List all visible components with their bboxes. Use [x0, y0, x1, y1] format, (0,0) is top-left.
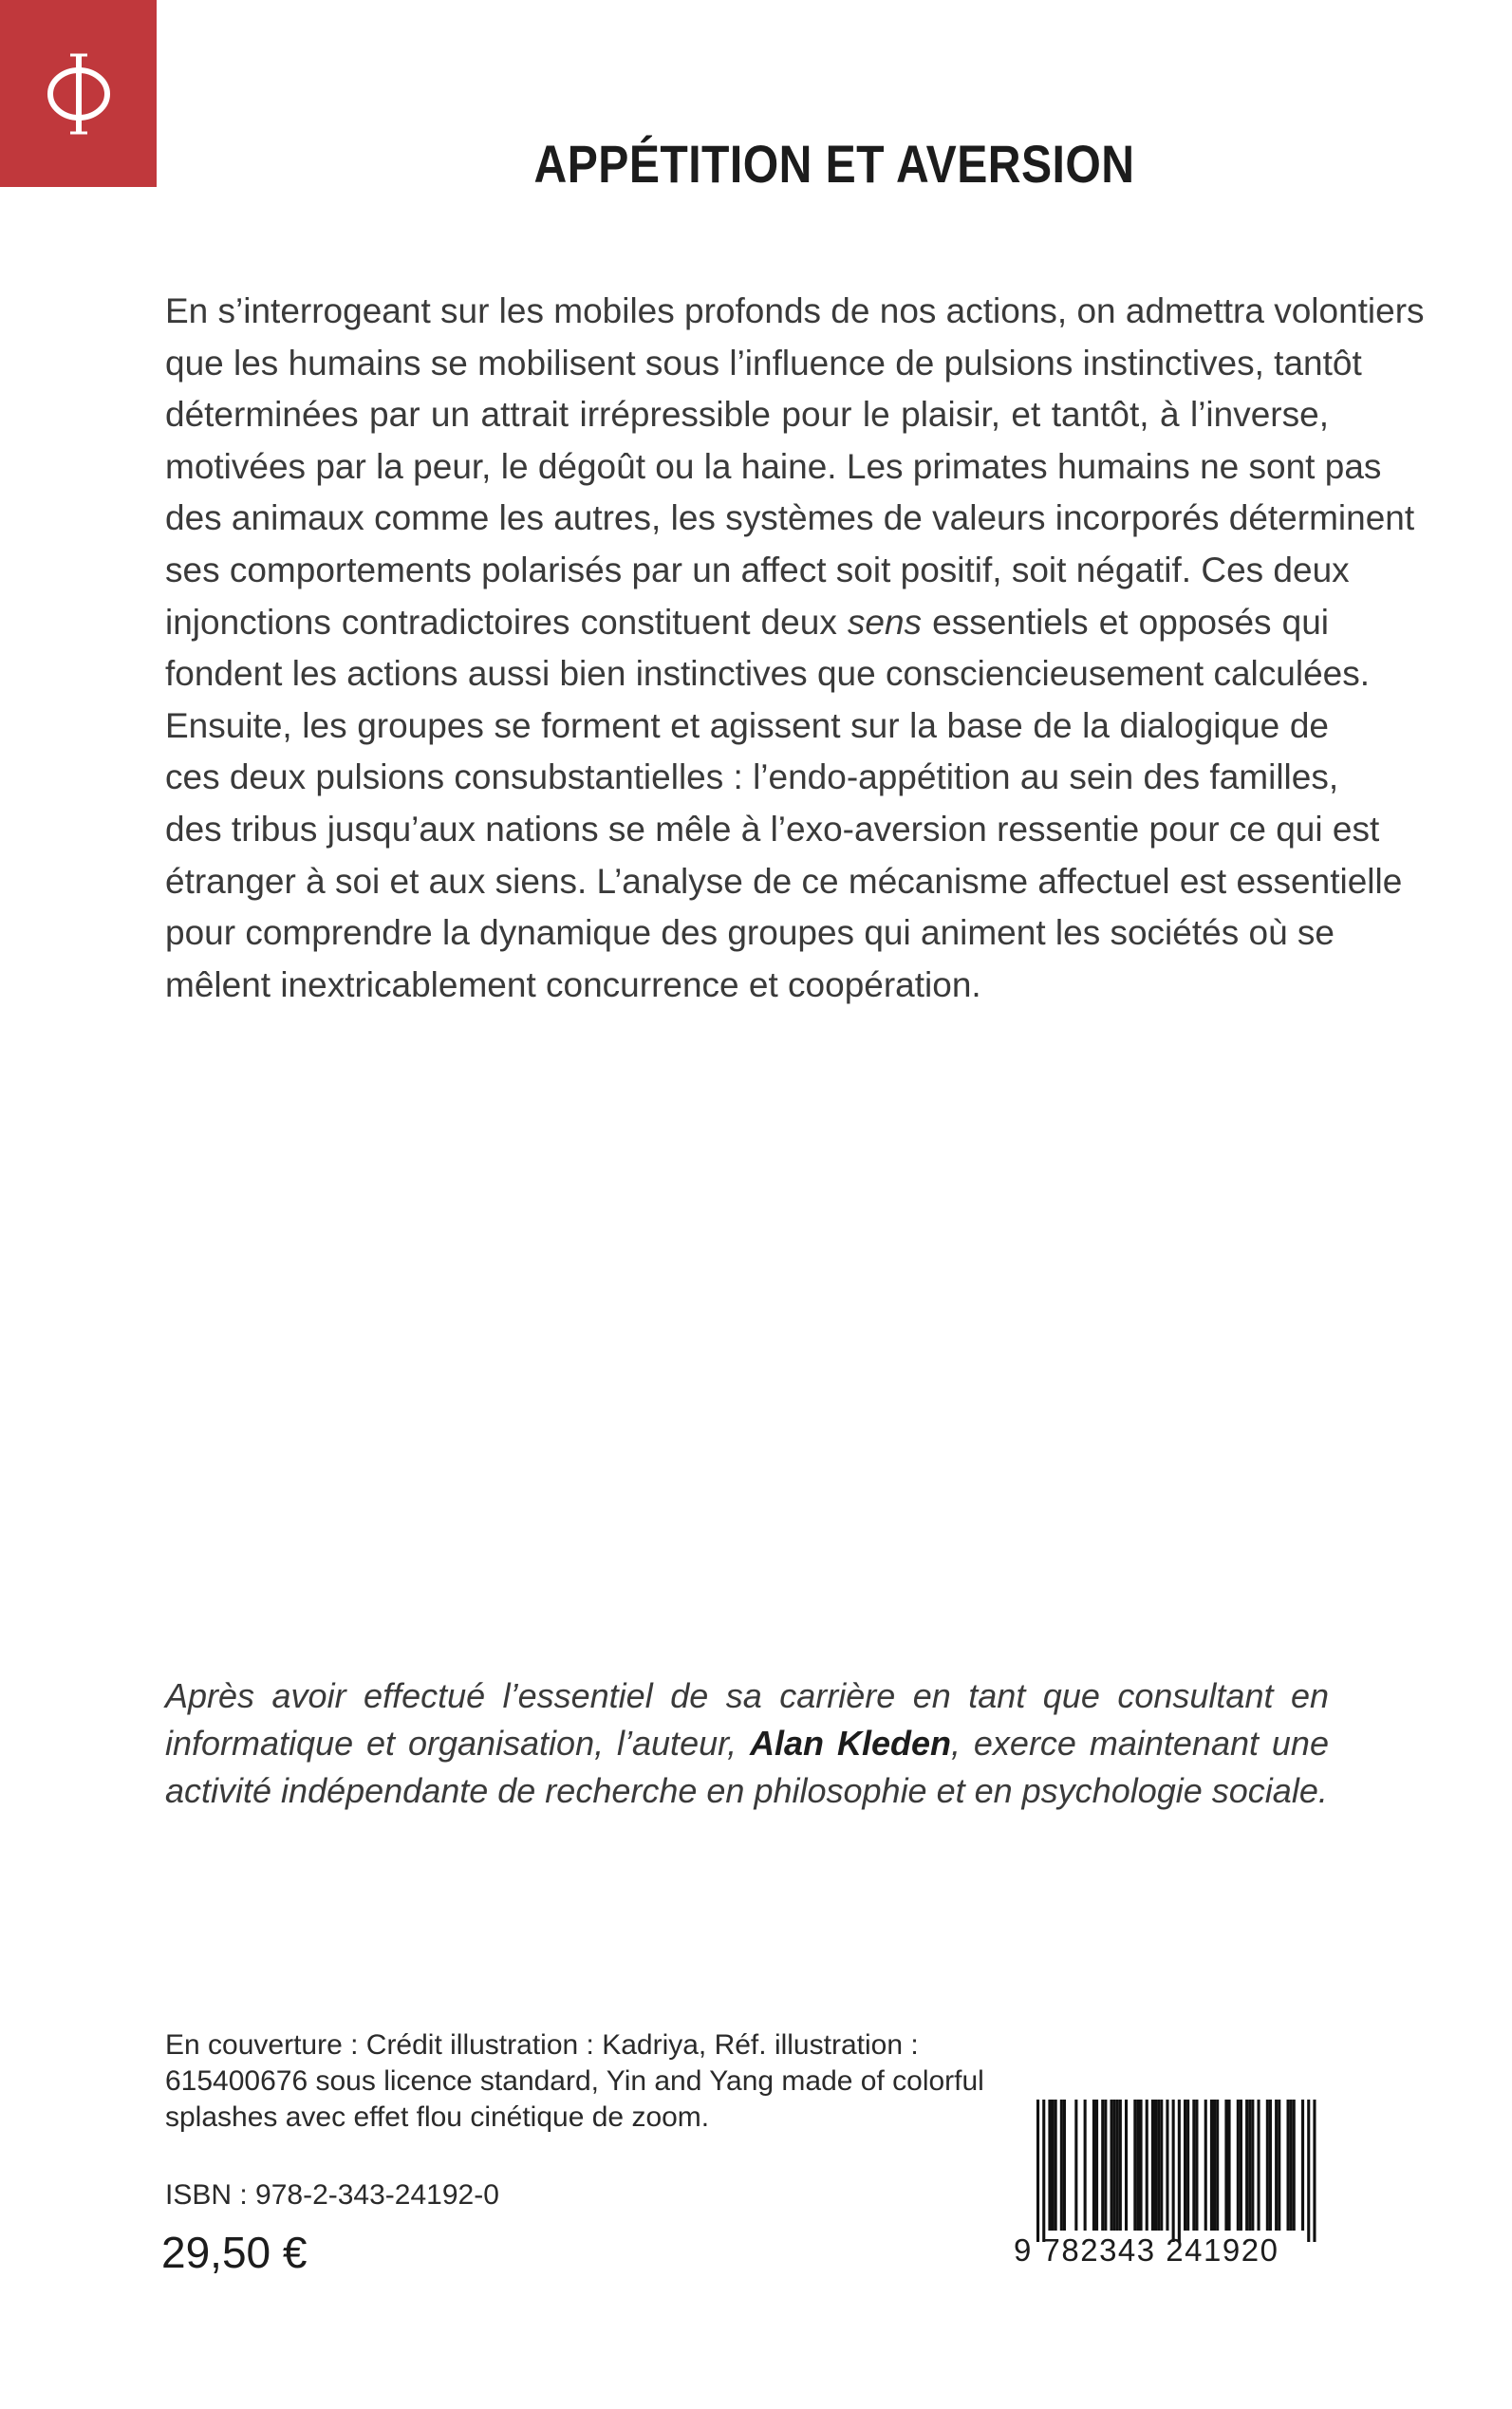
summary-text: injonctions contradictoires constituent deux	[165, 602, 848, 642]
book-summary	[165, 286, 1425, 1011]
barcode-bar	[1172, 2100, 1175, 2242]
barcode-bar	[1266, 2100, 1269, 2231]
barcode-bar	[1160, 2100, 1163, 2231]
barcode-bar	[1060, 2100, 1063, 2231]
barcode-bar	[1157, 2100, 1160, 2231]
barcode-bar	[1113, 2100, 1116, 2231]
barcode-bar	[1055, 2100, 1057, 2231]
barcode-bar	[1269, 2100, 1272, 2231]
barcode-bar	[1151, 2100, 1154, 2231]
summary-line: mêlent inextricablement concurrence et coopération.	[165, 964, 981, 1004]
barcode-bar	[1192, 2100, 1195, 2231]
publisher-logo	[0, 0, 157, 187]
barcode-bar	[1307, 2100, 1310, 2242]
barcode-bar	[1204, 2100, 1207, 2231]
barcode-bar	[1101, 2100, 1104, 2231]
summary-line: ses comportements polarisés par un affect soit positif, soit négatif. Ces deux	[165, 550, 1350, 589]
barcode-bar	[1116, 2100, 1119, 2231]
credit-line: splashes avec effet flou cinétique de zoom.	[165, 2101, 710, 2133]
barcode-bar	[1092, 2100, 1095, 2231]
barcode-bar	[1245, 2100, 1248, 2231]
barcode-bar	[1213, 2100, 1216, 2231]
summary-emphasis: sens	[847, 602, 923, 642]
summary-line: des animaux comme les autres, les systèmes de valeurs incorporés déterminent	[165, 498, 1415, 538]
barcode-bar	[1301, 2100, 1304, 2231]
barcode-bar	[1140, 2100, 1143, 2231]
barcode-bar	[1293, 2100, 1296, 2231]
barcode-bar	[1111, 2100, 1113, 2231]
summary-line: fondent les actions aussi bien instinctives que consciencieusement calculées.	[165, 654, 1371, 694]
barcode-bar	[1275, 2100, 1278, 2231]
barcode-bar	[1210, 2100, 1213, 2231]
barcode-bar	[1290, 2100, 1293, 2231]
barcode-bar	[1258, 2100, 1260, 2231]
author-bio	[165, 1672, 1329, 1815]
summary-line: déterminées par un attrait irrépressible pour le plaisir, et tantôt, à l’inverse,	[165, 395, 1329, 435]
barcode-bar	[1048, 2100, 1051, 2231]
bio-line: activité indépendante de recherche en philosophie et en psychologie sociale.	[165, 1771, 1328, 1810]
barcode-bar	[1166, 2100, 1168, 2231]
summary-line	[165, 597, 1329, 649]
bio-text: informatique et organisation, l’auteur,	[165, 1724, 751, 1763]
credit-line: En couverture : Crédit illustration : Kadriya, Réf. illustration :	[165, 2029, 919, 2061]
barcode-bar	[1216, 2100, 1219, 2231]
barcode-bar	[1195, 2100, 1198, 2231]
summary-line: motivées par la peur, le dégoût ou la haine. Les primates humains ne sont pas	[165, 446, 1382, 486]
barcode-bar	[1063, 2100, 1066, 2231]
isbn-number: ISBN : 978-2-343-24192-0	[165, 2179, 499, 2211]
barcode-bar	[1178, 2100, 1181, 2242]
barcode-bar	[1136, 2100, 1139, 2231]
barcode-bar	[1287, 2100, 1290, 2231]
bio-line: Après avoir effectué l’essentiel de sa carrière en tant que consultant en	[165, 1676, 1329, 1715]
summary-text: essentiels et opposés qui	[922, 602, 1329, 642]
summary-line: ces deux pulsions consubstantielles : l’endo-appétition au sein des familles,	[165, 757, 1339, 797]
barcode-bar	[1146, 2100, 1148, 2231]
barcode-bar	[1095, 2100, 1098, 2231]
barcode-bar	[1251, 2100, 1254, 2231]
summary-line: Ensuite, les groupes se forment et agissent sur la base de la dialogique de	[165, 705, 1329, 745]
author-name: Alan Kleden	[750, 1724, 951, 1763]
summary-line: étranger à soi et aux siens. L’analyse de ce mécanisme affectuel est essentielle	[165, 861, 1403, 901]
barcode-digits: 9 782343 241920	[1014, 2232, 1279, 2268]
barcode-bar	[1084, 2100, 1087, 2231]
barcode-bar	[1133, 2100, 1136, 2231]
barcode-bar	[1237, 2100, 1240, 2231]
barcode-bar	[1052, 2100, 1055, 2231]
barcode-bar	[1074, 2100, 1077, 2231]
credit-line: 615400676 sous licence standard, Yin and Yang made of colorful	[165, 2065, 984, 2097]
cover-credit	[165, 2027, 984, 2136]
barcode-bar	[1154, 2100, 1157, 2231]
barcode-bar	[1278, 2100, 1280, 2231]
summary-line: En s’interrogeant sur les mobiles profonds de nos actions, on admettra volontiers	[165, 291, 1425, 330]
barcode-bar	[1104, 2100, 1107, 2231]
barcode-bar	[1184, 2100, 1186, 2231]
barcode-bar	[1248, 2100, 1251, 2231]
barcode-bar	[1186, 2100, 1189, 2231]
bio-line	[165, 1720, 1329, 1767]
barcode-bar	[1224, 2100, 1227, 2231]
book-title: APPÉTITION ET AVERSION	[533, 134, 1135, 194]
price: 29,50 €	[161, 2228, 308, 2277]
barcode-bar	[1119, 2100, 1122, 2231]
barcode-bar	[1240, 2100, 1242, 2231]
bio-text: , exerce maintenant une	[950, 1724, 1329, 1763]
barcode-bar	[1125, 2100, 1128, 2231]
summary-line: des tribus jusqu’aux nations se mêle à l’exo-aversion ressentie pour ce qui est	[165, 809, 1380, 849]
barcode-bar	[1036, 2100, 1039, 2242]
phi-icon	[36, 42, 121, 146]
barcode-bar	[1042, 2100, 1045, 2242]
barcode-bar	[1313, 2100, 1316, 2242]
summary-line: pour comprendre la dynamique des groupes qui animent les sociétés où se	[165, 913, 1335, 953]
summary-line: que les humains se mobilisent sous l’influence de pulsions instinctives, tantôt	[165, 343, 1362, 383]
barcode-bar	[1228, 2100, 1231, 2231]
